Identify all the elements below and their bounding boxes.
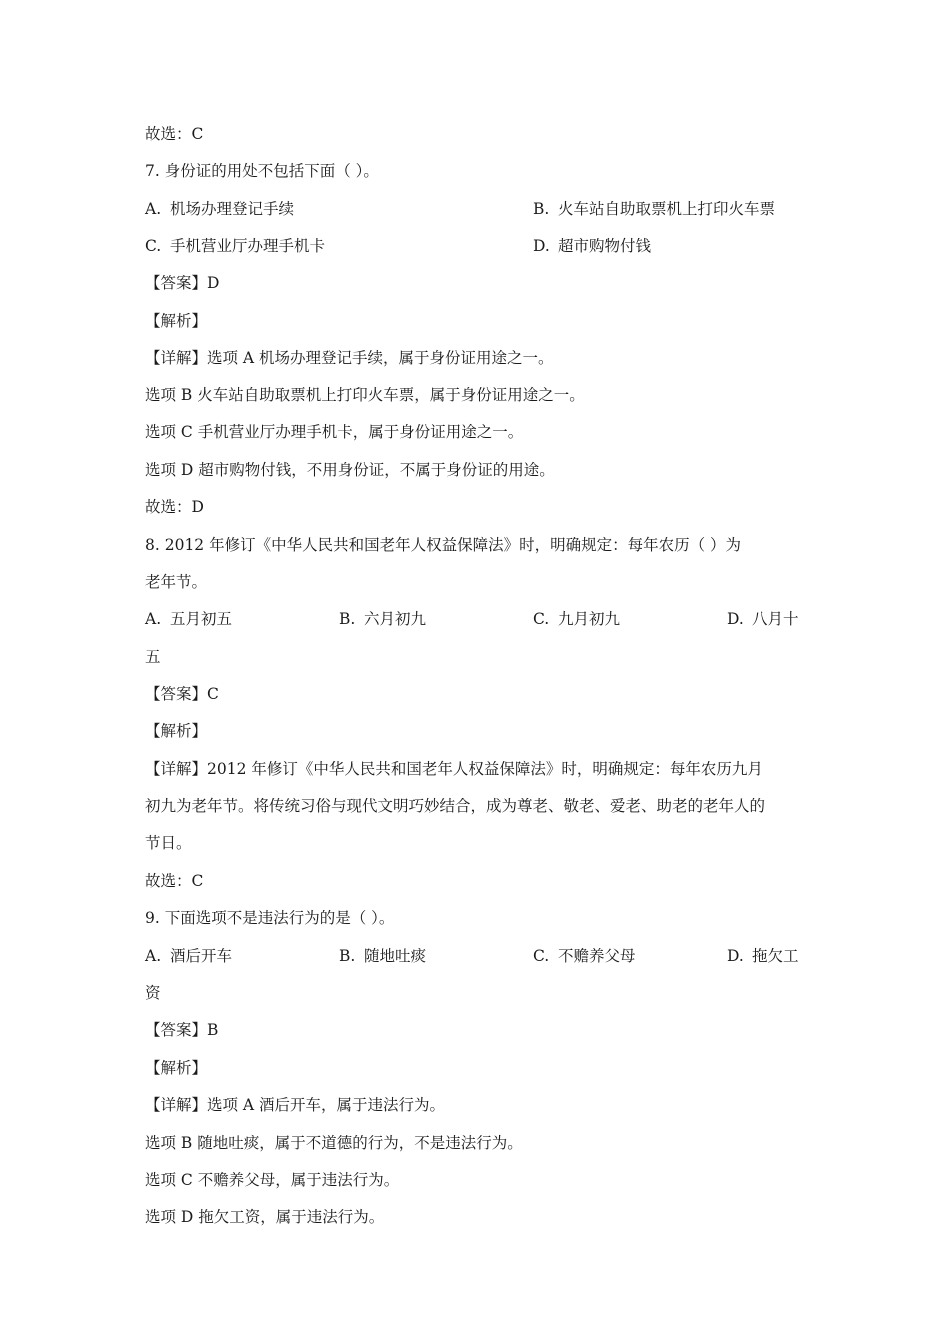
- q9-option-c: [533, 946, 636, 966]
- q7-option-d-text: 超市购物付钱: [558, 237, 652, 255]
- q8-option-a-text: 五月初五: [170, 610, 233, 628]
- q7-detail-line: 选项 D 超市购物付钱，不用身份证，不属于身份证的用途。: [145, 461, 555, 479]
- q9-analysis-heading: 【解析】: [145, 1059, 208, 1077]
- q7-option-b: [533, 199, 775, 219]
- q9-detail-line: 【详解】选项 A 酒后开车，属于违法行为。: [145, 1096, 446, 1114]
- q9-answer: 【答案】B: [145, 1021, 219, 1039]
- q7-option-b-key: B.: [533, 200, 550, 218]
- q9-option-d-wrap: 资: [145, 984, 161, 1002]
- q7-option-c-key: C.: [145, 237, 162, 255]
- q8-choice: 故选：C: [145, 872, 204, 890]
- q8-detail-line: 【详解】2012 年修订《中华人民共和国老年人权益保障法》时，明确规定：每年农历九月: [145, 760, 763, 778]
- q8-answer: 【答案】C: [145, 685, 219, 703]
- q7-option-d-key: D.: [533, 237, 550, 255]
- q7-option-b-text: 火车站自助取票机上打印火车票: [558, 200, 776, 218]
- q9-question: 9. 下面选项不是违法行为的是（ ）。: [145, 909, 395, 927]
- q9-option-d-key: D.: [727, 947, 744, 965]
- q8-detail-line: 节日。: [145, 834, 192, 852]
- q7-option-a-key: A.: [145, 200, 162, 218]
- q8-option-b: [339, 609, 426, 629]
- q7-option-a-text: 机场办理登记手续: [170, 200, 295, 218]
- q7-detail-line: 【详解】选项 A 机场办理登记手续，属于身份证用途之一。: [145, 349, 554, 367]
- q6-choice: 故选：C: [145, 125, 204, 143]
- q7-choice: 故选：D: [145, 498, 204, 516]
- q8-question-line1: 8. 2012 年修订《中华人民共和国老年人权益保障法》时，明确规定：每年农历（ ）为: [145, 536, 742, 554]
- q7-detail-line: 选项 C 手机营业厅办理手机卡，属于身份证用途之一。: [145, 423, 524, 441]
- q9-option-a: [145, 946, 232, 966]
- q8-question-line2: 老年节。: [145, 573, 208, 591]
- q7-option-d: [533, 236, 651, 256]
- q8-option-d-wrap: 五: [145, 648, 161, 666]
- q7-detail-line: 选项 B 火车站自助取票机上打印火车票，属于身份证用途之一。: [145, 386, 585, 404]
- q9-option-d: [727, 946, 799, 966]
- q9-option-b: [339, 946, 426, 966]
- q8-option-a: [145, 609, 232, 629]
- q9-detail-line: 选项 C 不赡养父母，属于违法行为。: [145, 1171, 400, 1189]
- q8-analysis-heading: 【解析】: [145, 722, 208, 740]
- q8-option-b-text: 六月初九: [364, 610, 427, 628]
- q9-option-c-text: 不赡养父母: [558, 947, 636, 965]
- q7-option-a: [145, 199, 294, 219]
- q9-option-a-key: A.: [145, 947, 162, 965]
- q9-option-c-key: C.: [533, 947, 550, 965]
- q9-option-d-text: 拖欠工: [752, 947, 799, 965]
- q8-option-c-key: C.: [533, 610, 550, 628]
- q9-option-b-key: B.: [339, 947, 356, 965]
- q9-detail-line: 选项 D 拖欠工资，属于违法行为。: [145, 1208, 385, 1226]
- q8-option-c: [533, 609, 620, 629]
- q8-option-d-text: 八月十: [752, 610, 799, 628]
- q7-question: 7. 身份证的用处不包括下面（ ）。: [145, 162, 379, 180]
- q9-option-b-text: 随地吐痰: [364, 947, 427, 965]
- q8-detail-line: 初九为老年节。将传统习俗与现代文明巧妙结合，成为尊老、敬老、爱老、助老的老年人的: [145, 797, 766, 815]
- q8-option-c-text: 九月初九: [558, 610, 621, 628]
- q8-option-b-key: B.: [339, 610, 356, 628]
- q7-analysis-heading: 【解析】: [145, 312, 208, 330]
- q8-option-a-key: A.: [145, 610, 162, 628]
- q8-option-d-key: D.: [727, 610, 744, 628]
- q7-answer: 【答案】D: [145, 274, 220, 292]
- q7-option-c: [145, 236, 325, 256]
- q9-detail-line: 选项 B 随地吐痰，属于不道德的行为，不是违法行为。: [145, 1134, 523, 1152]
- q9-option-a-text: 酒后开车: [170, 947, 233, 965]
- q7-option-c-text: 手机营业厅办理手机卡: [170, 237, 326, 255]
- q8-option-d: [727, 609, 799, 629]
